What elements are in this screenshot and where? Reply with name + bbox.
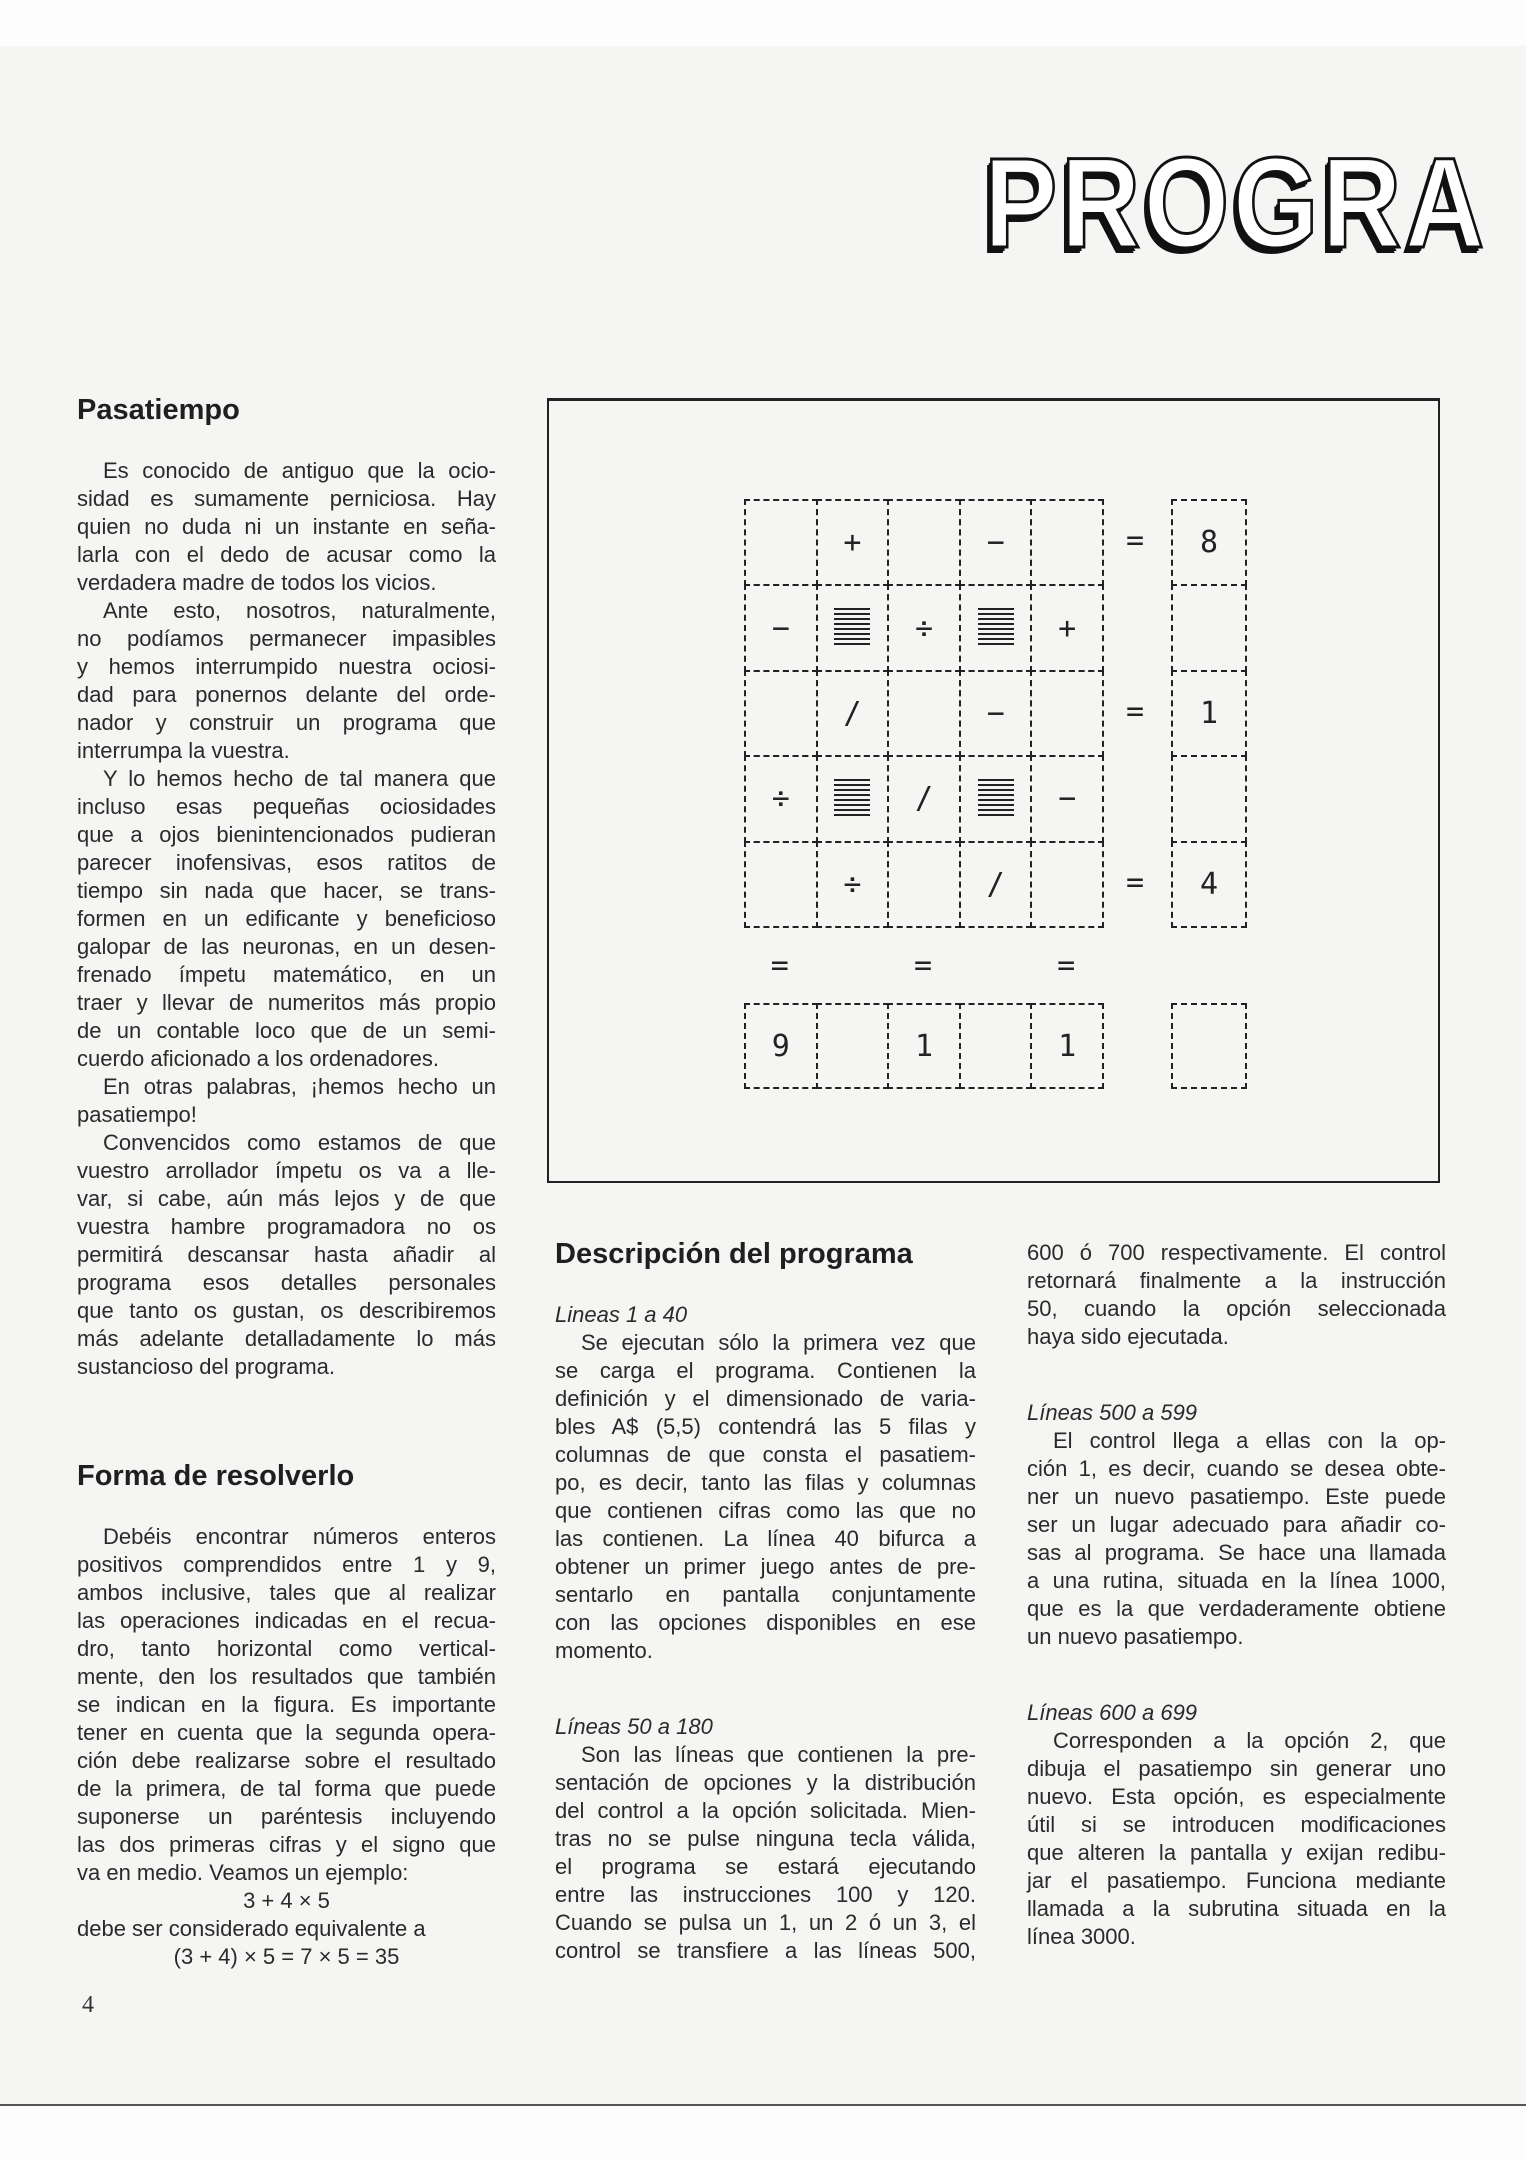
text-line: vuestra hambre programadora no os bbox=[77, 1214, 496, 1239]
text-line: definición y el dimensionado de varia- bbox=[555, 1386, 976, 1411]
page-title: PROGRA bbox=[984, 132, 1488, 275]
text-line: verdadera madre de todos los vicios. bbox=[77, 570, 437, 595]
text-line: obtener un primer juego antes de pre- bbox=[555, 1554, 976, 1579]
text-line: Es conocido de antiguo que la ocio- bbox=[103, 458, 496, 483]
text-line: Convencidos como estamos de que bbox=[103, 1130, 496, 1155]
text-line: permitirá descansar hasta añadir al bbox=[77, 1242, 496, 1267]
equals-sign: = bbox=[1125, 693, 1145, 729]
text-line: de un contable loco que de un semi- bbox=[77, 1018, 496, 1043]
section-heading: Descripción del programa bbox=[555, 1238, 913, 1270]
text-line: Son las líneas que contienen la pre- bbox=[581, 1742, 976, 1767]
paragraph bbox=[77, 457, 496, 597]
puzzle-cell bbox=[1030, 670, 1104, 757]
text-line: las operaciones indicadas en el recua- bbox=[77, 1608, 496, 1633]
text-line: que alteren la pantalla y exijan redibu- bbox=[1027, 1840, 1446, 1865]
text-line: debe ser considerado equivalente a bbox=[77, 1916, 426, 1941]
puzzle-cell: / bbox=[959, 841, 1033, 928]
paragraph bbox=[1027, 1727, 1446, 1951]
puzzle-cell bbox=[744, 499, 818, 586]
text-line: ambos inclusive, tales que al realizar bbox=[77, 1580, 496, 1605]
column-left-forma-de-resolverlo bbox=[77, 1458, 496, 1971]
puzzle-cell bbox=[887, 499, 961, 586]
text-line: columnas de que consta el pasatiem- bbox=[555, 1442, 976, 1467]
text-line: de la primera, de tal forma que puede bbox=[77, 1776, 496, 1801]
corner-result-cell bbox=[1171, 1003, 1247, 1089]
puzzle-cell bbox=[1030, 499, 1104, 586]
section-heading: Pasatiempo bbox=[77, 394, 240, 426]
result-cell bbox=[1171, 584, 1247, 671]
text-line: ser un lugar adecuado para añadir co- bbox=[1027, 1512, 1446, 1537]
text-line: haya sido ejecutada. bbox=[1027, 1324, 1229, 1349]
text-line: un nuevo pasatiempo. bbox=[1027, 1624, 1244, 1649]
text-line: tener en cuenta que la segunda opera- bbox=[77, 1720, 496, 1745]
text-line: Cuando se pulsa un 1, un 2 ó un 3, el bbox=[555, 1910, 976, 1935]
subsection-heading: Líneas 600 a 699 bbox=[1027, 1700, 1198, 1725]
puzzle-cell bbox=[816, 755, 890, 842]
text-line: y hemos interrumpido nuestra ociosi- bbox=[77, 654, 496, 679]
text-line: nador y construir un programa que bbox=[77, 710, 496, 735]
text-line: entre las instrucciones 100 y 120. bbox=[555, 1882, 976, 1907]
text-line: que a ojos bienintencionados pudieran bbox=[77, 822, 496, 847]
puzzle-cell bbox=[887, 841, 961, 928]
text-line: interrumpa la vuestra. bbox=[77, 738, 290, 763]
puzzle-cell bbox=[959, 584, 1033, 671]
puzzle-cell: ÷ bbox=[887, 584, 961, 671]
text-line: galopar de las neuronas, en un desen- bbox=[77, 934, 496, 959]
text-line: programa esos detalles personales bbox=[77, 1270, 496, 1295]
bottom-rule bbox=[0, 2104, 1526, 2106]
text-line: sas al programa. Se hace una llamada bbox=[1027, 1540, 1446, 1565]
text-line: que es la que verdaderamente obtiene bbox=[1027, 1596, 1446, 1621]
text-line: nuevo. Esta opción, es especialmente bbox=[1027, 1784, 1446, 1809]
text-line: 600 ó 700 respectivamente. El control bbox=[1027, 1240, 1446, 1265]
text-line: el programa se estará ejecutando bbox=[555, 1854, 976, 1879]
text-line: línea 3000. bbox=[1027, 1924, 1136, 1949]
text-line: positivos comprendidos entre 1 y 9, bbox=[77, 1552, 496, 1577]
text-line: dad para ponernos delante del orde- bbox=[77, 682, 496, 707]
text-line: a una rutina, situada en la línea 1000, bbox=[1027, 1568, 1446, 1593]
paragraph bbox=[1027, 1239, 1446, 1351]
text-line: mente, den los resultados que también bbox=[77, 1664, 496, 1689]
text-line: útil si se introducen modificaciones bbox=[1027, 1812, 1446, 1837]
text-line: tras no se pulse ninguna tecla válida, bbox=[555, 1826, 976, 1851]
result-cell: 1 bbox=[1171, 670, 1247, 757]
puzzle-cell bbox=[887, 670, 961, 757]
text-line: las contienen. La línea 40 bifurca a bbox=[555, 1526, 976, 1551]
paragraph bbox=[77, 1523, 496, 1887]
text-line: ner un nuevo pasatiempo. Este puede bbox=[1027, 1484, 1446, 1509]
text-line: Y lo hemos hecho de tal manera que bbox=[103, 766, 496, 791]
puzzle-cell bbox=[959, 755, 1033, 842]
equals-sign: = bbox=[1057, 948, 1076, 983]
paragraph bbox=[77, 597, 496, 765]
column-middle-descripcion bbox=[555, 1236, 976, 1965]
column-result-cell bbox=[959, 1003, 1033, 1089]
text-line: El control llega a ellas con la op- bbox=[1053, 1428, 1446, 1453]
result-cell: 8 bbox=[1171, 499, 1247, 586]
text-line: Debéis encontrar números enteros bbox=[103, 1524, 496, 1549]
paragraph bbox=[77, 1129, 496, 1381]
text-line: momento. bbox=[555, 1638, 653, 1663]
page-number: 4 bbox=[82, 1992, 94, 2018]
text-line: sentación de opciones y la distribución bbox=[555, 1770, 976, 1795]
puzzle-cell: + bbox=[816, 499, 890, 586]
text-line: con las opciones disponibles en ese bbox=[555, 1610, 976, 1635]
text-line: pasatiempo! bbox=[77, 1102, 197, 1127]
shaded-block bbox=[834, 779, 870, 819]
paragraph bbox=[77, 1915, 496, 1943]
text-line: po, es decir, tanto las filas y columnas bbox=[555, 1470, 976, 1495]
text-line: incluso esas pequeñas ociosidades bbox=[77, 794, 496, 819]
equals-sign: = bbox=[1125, 864, 1145, 900]
text-line: cuerdo aficionado a los ordenadores. bbox=[77, 1046, 440, 1071]
puzzle-cell bbox=[744, 670, 818, 757]
text-line: 50, cuando la opción seleccionada bbox=[1027, 1296, 1446, 1321]
text-line: larla con el dedo de acusar como la bbox=[77, 542, 496, 567]
text-line: del control a la opción solicitada. Mien- bbox=[555, 1798, 976, 1823]
puzzle-cell: / bbox=[816, 670, 890, 757]
paragraph bbox=[77, 765, 496, 1073]
result-cell: 4 bbox=[1171, 841, 1247, 928]
text-line: retornará finalmente a la instrucción bbox=[1027, 1268, 1446, 1293]
text-line: no podíamos permanecer impasibles bbox=[77, 626, 496, 651]
paragraph bbox=[1027, 1427, 1446, 1651]
shaded-block bbox=[834, 608, 870, 648]
text-line: traer y llevar de numeritos más propio bbox=[77, 990, 496, 1015]
text-line: vuestro arrollador ímpetu os va a lle- bbox=[77, 1158, 496, 1183]
text-line: bles A$ (5,5) contendrá las 5 filas y bbox=[555, 1414, 976, 1439]
paragraph bbox=[555, 1741, 976, 1965]
text-line: var, si cabe, aún más lejos y de que bbox=[77, 1186, 496, 1211]
column-left-pasatiempo bbox=[77, 392, 496, 1381]
puzzle-cell: − bbox=[959, 670, 1033, 757]
section-heading: Forma de resolverlo bbox=[77, 1460, 355, 1492]
text-line: control se transfiere a las líneas 500, bbox=[555, 1938, 976, 1963]
column-right bbox=[1027, 1239, 1446, 1951]
text-line: parecer inofensivas, esos ratitos de bbox=[77, 850, 496, 875]
text-line: jar el pasatiempo. Funciona mediante bbox=[1027, 1868, 1446, 1893]
text-line: ción 1, es decir, cuando se desea obte- bbox=[1027, 1456, 1446, 1481]
puzzle-cell: − bbox=[744, 584, 818, 671]
text-line: En otras palabras, ¡hemos hecho un bbox=[103, 1074, 496, 1099]
text-line: suponerse un paréntesis incluyendo bbox=[77, 1804, 496, 1829]
puzzle-cell: ÷ bbox=[744, 755, 818, 842]
text-line: se indican en la figura. Es importante bbox=[77, 1692, 496, 1717]
text-line: va en medio. Veamos un ejemplo: bbox=[77, 1860, 409, 1885]
column-result-cell: 1 bbox=[887, 1003, 961, 1089]
result-cell bbox=[1171, 755, 1247, 842]
puzzle-cell bbox=[744, 841, 818, 928]
text-line: frenado ímpetu matemático, en un bbox=[77, 962, 496, 987]
math-example: 3 + 4 × 5 bbox=[243, 1888, 330, 1913]
subsection-heading: Líneas 500 a 599 bbox=[1027, 1400, 1198, 1425]
puzzle-cell bbox=[1030, 841, 1104, 928]
math-example: (3 + 4) × 5 = 7 × 5 = 35 bbox=[173, 1944, 400, 1969]
text-line: que contienen cifras como las que no bbox=[555, 1498, 976, 1523]
puzzle-cell: ÷ bbox=[816, 841, 890, 928]
column-result-cell bbox=[816, 1003, 890, 1089]
text-line: Ante esto, nosotros, naturalmente, bbox=[103, 598, 496, 623]
equals-sign: = bbox=[1125, 523, 1145, 558]
subsection-heading: Lineas 1 a 40 bbox=[555, 1302, 688, 1327]
text-line: Corresponden a la opción 2, que bbox=[1053, 1728, 1446, 1753]
shaded-block bbox=[978, 608, 1014, 648]
puzzle-cell bbox=[816, 584, 890, 671]
puzzle-cell: − bbox=[1030, 755, 1104, 842]
text-line: sustancioso del programa. bbox=[77, 1354, 336, 1379]
paragraph bbox=[555, 1329, 976, 1665]
puzzle-cell: − bbox=[959, 499, 1033, 586]
text-line: las dos primeras cifras y el signo que bbox=[77, 1832, 496, 1857]
equals-sign: = bbox=[770, 948, 789, 983]
equals-sign: = bbox=[913, 948, 933, 983]
text-line: dibuja el pasatiempo sin generar uno bbox=[1027, 1756, 1446, 1781]
text-line: sidad es sumamente perniciosa. Hay bbox=[77, 486, 496, 511]
text-line: formen en un edificante y beneficioso bbox=[77, 906, 496, 931]
text-line: dro, tanto horizontal como vertical- bbox=[77, 1636, 496, 1661]
text-line: Se ejecutan sólo la primera vez que bbox=[581, 1330, 976, 1355]
text-line: que tanto os gustan, os describiremos bbox=[77, 1298, 496, 1323]
text-line: se carga el programa. Contienen la bbox=[555, 1358, 976, 1383]
column-result-cell: 1 bbox=[1030, 1003, 1104, 1089]
column-result-cell: 9 bbox=[744, 1003, 818, 1089]
text-line: llamada a la subrutina situada en la bbox=[1027, 1896, 1446, 1921]
text-line: tiempo sin nada que hacer, se trans- bbox=[77, 878, 496, 903]
text-line: ción debe realizarse sobre el resultado bbox=[77, 1748, 496, 1773]
shaded-block bbox=[978, 779, 1014, 819]
text-line: sentarlo en pantalla conjuntamente bbox=[555, 1582, 976, 1607]
puzzle-cell: + bbox=[1030, 584, 1104, 671]
puzzle-cell: / bbox=[887, 755, 961, 842]
paragraph bbox=[77, 1073, 496, 1129]
text-line: más adelante detalladamente lo más bbox=[77, 1326, 496, 1351]
text-line: quien no duda ni un instante en seña- bbox=[77, 514, 496, 539]
subsection-heading: Líneas 50 a 180 bbox=[555, 1714, 713, 1739]
